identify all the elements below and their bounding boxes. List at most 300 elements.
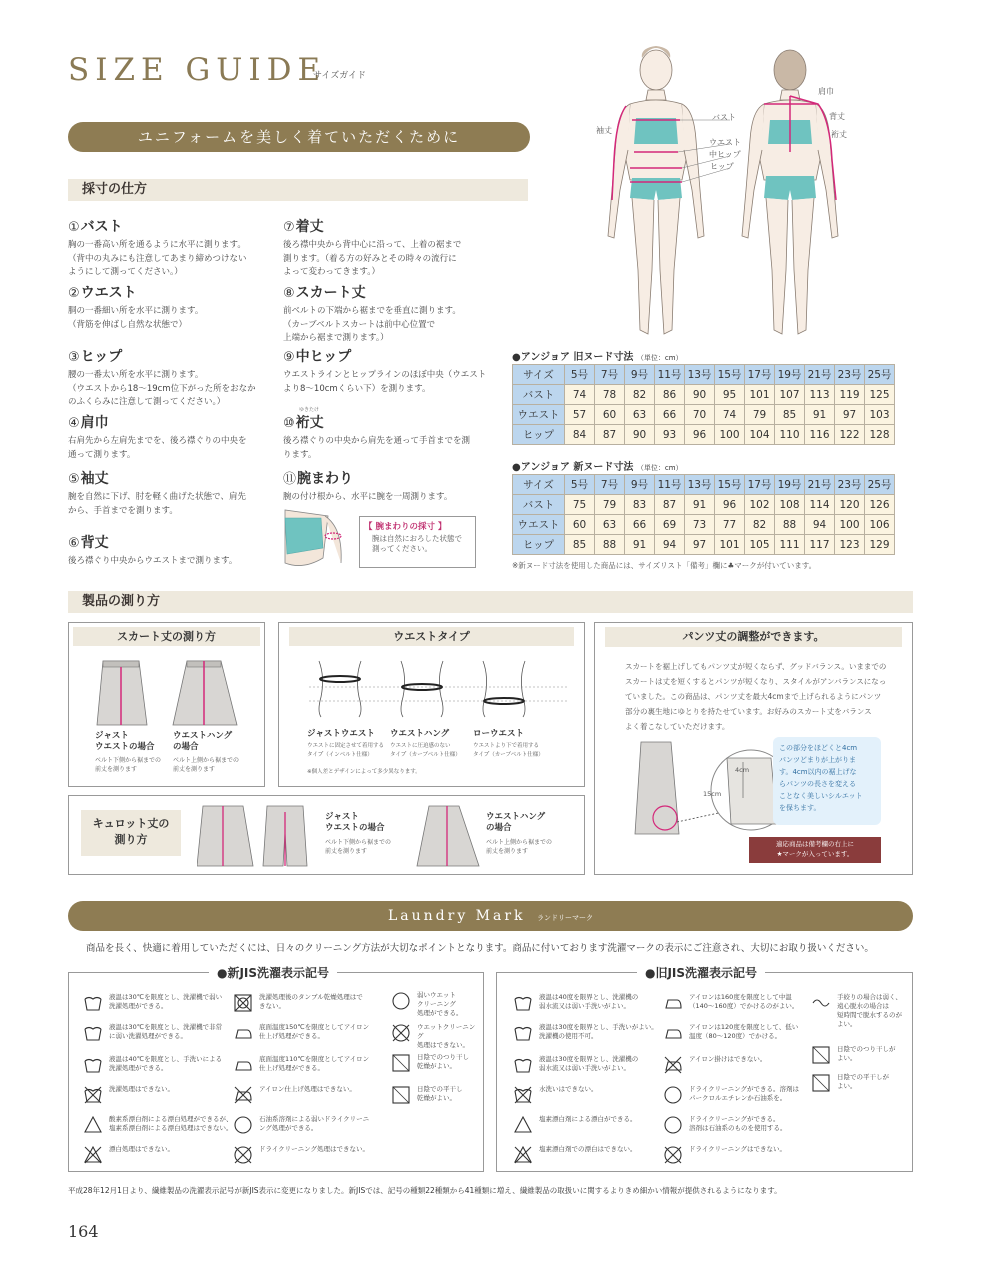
skirt-hang-title: ウエストハング の場合: [173, 731, 233, 752]
old-wash-40-icon: [513, 993, 533, 1013]
culotte-length-box: [68, 795, 585, 875]
table-cell: 85: [775, 405, 805, 425]
measure-item-number: ⑩: [283, 416, 295, 431]
laundry-item-text: 水洗いはできない。: [539, 1085, 598, 1093]
table-row-label: バスト: [513, 385, 565, 405]
table-header-cell: 21号: [805, 365, 835, 385]
table-cell: 101: [745, 385, 775, 405]
table-cell: 87: [595, 425, 625, 445]
table-row-label: ウエスト: [513, 515, 565, 535]
old-shade-flat-icon: [811, 1073, 831, 1093]
table-new-title: ●アンジョア 新ヌード寸法: [512, 462, 634, 473]
label-yuki: 裄丈: [831, 130, 847, 139]
table-cell: 57: [565, 405, 595, 425]
waist-type-text: ウエストより下で着用する タイプ（カーブベルト仕様）: [473, 743, 544, 758]
laundry-item: [83, 993, 233, 1013]
table-cell: 100: [835, 515, 865, 535]
no-iron-icon: [233, 1085, 253, 1105]
table-row-label: ウエスト: [513, 405, 565, 425]
table-cell: 70: [685, 405, 715, 425]
table-header-cell: 15号: [715, 365, 745, 385]
laundry-item-text: 日陰でのつり干し 乾燥がよい。: [417, 1053, 469, 1070]
laundry-item: [513, 1085, 663, 1105]
skirt-just-text: ベルト下側から裾までの 前丈を測ります: [95, 757, 162, 773]
measure-item-heading: [68, 412, 283, 432]
table-cell: 116: [805, 425, 835, 445]
footer-note: 平成28年12月1日より、繊維製品の洗濯表示記号が新JIS表示に変更になりました。新JISでは、記号の種類22種類から41種類に増え、繊維製品の取扱いに関するよりきめ細かい情報が提供されるようになります。: [68, 1186, 782, 1195]
laundry-item-text: ドライクリーニングができる。 溶剤は石油系のものを使用する。: [689, 1115, 787, 1132]
table-cell: 114: [805, 495, 835, 515]
measure-item-heading: [283, 468, 513, 488]
table-cell: 87: [655, 495, 685, 515]
table-header-cell: 19号: [775, 365, 805, 385]
table-row-label: ヒップ: [513, 535, 565, 555]
laundry-item-text: 日陰での平干しが よい。: [837, 1073, 889, 1090]
table-cell: 117: [805, 535, 835, 555]
laundry-item: [513, 1115, 663, 1135]
laundry-item-text: アイロンは160度を限度として中温 （140〜160度）でかけるのがよい。: [689, 993, 799, 1010]
front-figure: [608, 46, 704, 334]
table-cell: 94: [805, 515, 835, 535]
old-dry-icon: [663, 1085, 683, 1105]
skirt-just-title: ジャスト ウエストの場合: [95, 731, 155, 752]
old-no-wash-icon: [513, 1085, 533, 1105]
measure-item-number: ⑤: [68, 472, 80, 487]
table-cell: 79: [595, 495, 625, 515]
laundry-item-text: 日陰でのつり干しが よい。: [837, 1045, 896, 1062]
culotte-hang-text: ベルト上側から裾までの 前丈を測ります: [486, 839, 553, 855]
table-cell: 96: [685, 425, 715, 445]
laundry-item: [513, 1023, 663, 1043]
table-cell: 97: [835, 405, 865, 425]
page-number: 164: [68, 1222, 99, 1241]
laundry-item: [233, 1055, 383, 1075]
measure-item-title: 袖丈: [80, 471, 109, 487]
table-cell: 102: [745, 495, 775, 515]
laundry-item: [83, 1115, 233, 1135]
measure-item-title: ヒップ: [80, 349, 123, 365]
wet-clean-icon: [391, 991, 411, 1011]
table-cell: 88: [775, 515, 805, 535]
laundry-item-text: 液温は40℃を限度とし、手洗いによる 洗濯処理ができる。: [109, 1055, 223, 1072]
table-cell: 73: [685, 515, 715, 535]
measure-item: [283, 216, 513, 280]
measure-item-title: バスト: [80, 219, 123, 235]
skirt-illustration: [89, 657, 259, 729]
laundry-item: [83, 1023, 233, 1043]
table-cell: 94: [655, 535, 685, 555]
measure-item-number: ④: [68, 416, 80, 431]
laundry-item: [391, 1023, 481, 1050]
arm-note-title: 【 腕まわりの採寸 】: [364, 522, 447, 532]
no-tumble-icon: [233, 993, 253, 1013]
table-cell: 84: [565, 425, 595, 445]
table-header-cell: サイズ: [513, 475, 565, 495]
measure-item: [68, 412, 283, 462]
measure-item: [283, 346, 513, 396]
measure-item-heading: [68, 532, 283, 552]
table-cell: 91: [685, 495, 715, 515]
table-header-cell: 9号: [625, 475, 655, 495]
table-cell: 86: [655, 385, 685, 405]
waist-type-text: ウエストに固定させて着用する タイプ（インベルト仕様）: [307, 743, 385, 758]
table-header-cell: 15号: [715, 475, 745, 495]
table-row: [513, 495, 895, 515]
table-cell: 88: [595, 535, 625, 555]
table-cell: 106: [865, 515, 895, 535]
table-cell: 103: [865, 405, 895, 425]
laundry-item-text: ドライクリーニング処理はできない。: [259, 1145, 370, 1153]
measure-item-number: ⑧: [283, 286, 295, 301]
table-old-title: ●アンジョア 旧ヌード寸法: [512, 352, 634, 363]
table-header-cell: 17号: [745, 365, 775, 385]
measure-item-heading: [283, 412, 513, 432]
table-header-cell: 25号: [865, 365, 895, 385]
laundry-item: [513, 1055, 663, 1075]
label-shoulder: 肩巾: [818, 87, 834, 96]
measure-item-text: 後ろ襟中央から背中心に沿って、上着の裾まで 測ります。（着る方の好みとその時々の流行に よって変わってきます。）: [283, 240, 462, 277]
table-new-caption: [512, 458, 683, 473]
laundry-item: [233, 1085, 383, 1105]
table-cell: 95: [715, 385, 745, 405]
table-cell: 128: [865, 425, 895, 445]
table-header-row: [513, 365, 895, 385]
measure-item-heading: [68, 216, 283, 236]
culotte-box-title-bg: [81, 810, 181, 856]
bleach-icon: [83, 1115, 103, 1135]
skirt-length-box: [68, 622, 265, 787]
table-cell: 119: [835, 385, 865, 405]
table-row: [513, 385, 895, 405]
no-wet-clean-icon: [391, 1023, 411, 1043]
table-cell: 75: [565, 495, 595, 515]
table-header-cell: 5号: [565, 475, 595, 495]
old-no-dry-icon: [663, 1145, 683, 1165]
measure-item-title: 着丈: [295, 219, 324, 235]
table-header-cell: 9号: [625, 365, 655, 385]
table-new-unit: （単位：cm）: [636, 464, 683, 472]
table-header-cell: 13号: [685, 365, 715, 385]
table-cell: 96: [715, 495, 745, 515]
waist-type-name: ジャストウエスト: [307, 729, 375, 739]
pants-label-15cm: 15cm: [703, 790, 722, 798]
table-header-cell: サイズ: [513, 365, 565, 385]
measure-item-heading: [68, 282, 283, 302]
table-row: [513, 535, 895, 555]
waist-illustration: [309, 657, 569, 719]
laundry-item: [663, 1055, 808, 1075]
label-midhip: 中ヒップ: [709, 150, 741, 159]
table-cell: 83: [625, 495, 655, 515]
table-row-label: バスト: [513, 495, 565, 515]
table-cell: 123: [835, 535, 865, 555]
measure-item-heading: [283, 346, 513, 366]
skirt-hang-text: ベルト上側から裾までの 前丈を測ります: [173, 757, 240, 773]
laundry-item-text: ドライクリーニングができる。溶剤は パークロルエチレンか石油系を。: [689, 1085, 800, 1102]
measure-item-text: 腰の一番太い所を水平に測ります。 （ウエストから18〜19cm位下がった所をおなか のふくらみに注意して測ってください。）: [68, 370, 256, 407]
table-header-row: [513, 475, 895, 495]
shade-flat-dry-icon: [391, 1085, 411, 1105]
measure-item: [68, 282, 283, 332]
old-no-iron-icon: [663, 1055, 683, 1075]
table-note: ※新ヌード寸法を使用した商品には、サイズリスト「備考」欄に♣マークが付いています。: [512, 561, 817, 570]
laundry-title: Laundry Mark: [387, 908, 526, 924]
table-cell: 60: [565, 515, 595, 535]
arm-measure-figure: [283, 508, 476, 570]
measure-item-title: 腕まわり: [297, 471, 354, 487]
laundry-subtitle: ランドリーマーク: [537, 914, 593, 922]
laundry-item-text: アイロンは120度を限度として、低い 温度（80〜120度）でかける。: [689, 1023, 799, 1040]
table-cell: 82: [745, 515, 775, 535]
table-cell: 79: [745, 405, 775, 425]
laundry-item-text: アイロン仕上げ処理はできない。: [259, 1085, 356, 1093]
laundry-item-text: ドライクリーニングはできない。: [689, 1145, 787, 1153]
waist-type-item: [390, 729, 474, 760]
table-header-cell: 11号: [655, 475, 685, 495]
waist-type-item: [473, 729, 557, 760]
laundry-item-text: 手絞りの場合は弱く、 遠心脱水の場合は 短時間で脱水するのが よい。: [837, 993, 902, 1028]
old-iron-high-icon: [663, 993, 683, 1013]
old-jis-panel: [496, 966, 913, 1172]
measure-item: [68, 532, 283, 569]
table-cell: 105: [745, 535, 775, 555]
measure-item-title: 裄丈: [295, 415, 324, 431]
table-cell: 63: [625, 405, 655, 425]
laundry-intro: 商品を長く、快適に着用していただくには、日々のクリーニング方法が大切なポイントとなります。商品に付いております洗濯マークの表示にご注意され、大切にお取り扱いください。: [86, 943, 874, 954]
old-jis-title: ●旧JIS洗濯表示記号: [637, 964, 765, 981]
measure-item-text: 後ろ襟ぐり中央からウエストまで測ります。: [68, 556, 238, 566]
old-hand-wash-icon: [513, 1023, 533, 1043]
measure-item-number: ⑥: [68, 536, 80, 551]
laundry-item: [513, 993, 663, 1013]
table-cell: 60: [595, 405, 625, 425]
wash-30-icon: [83, 993, 103, 1013]
table-old-unit: （単位：cm）: [636, 354, 683, 362]
waist-box-note: ※個人差とデザインによって多少異なります。: [307, 769, 421, 775]
culotte-just-title: ジャスト ウエストの場合: [325, 812, 385, 833]
culotte-box-title: キュロット丈の 測り方: [92, 817, 170, 846]
laundry-item-text: 液温は30℃を限度とし、洗濯機で弱い 洗濯処理ができる。: [109, 993, 223, 1010]
measure-item-title: 背丈: [80, 535, 109, 551]
old-wash-30-icon: [513, 1055, 533, 1075]
laundry-item: [663, 1115, 808, 1135]
laundry-banner: [68, 901, 913, 931]
laundry-item: [83, 1145, 233, 1165]
table-row: [513, 515, 895, 535]
measure-item-number: ③: [68, 350, 80, 365]
section-product-header: 製品の測り方: [68, 591, 913, 613]
size-table-new: [512, 474, 895, 555]
measure-item-number: ②: [68, 286, 80, 301]
measure-item-text: 腕を自然に下げ、肘を軽く曲げた状態で、肩先 から、手首までを測ります。: [68, 492, 246, 516]
table-cell: 66: [625, 515, 655, 535]
laundry-item: [513, 1145, 663, 1165]
culotte-hang-title: ウエストハング の場合: [486, 812, 546, 833]
laundry-item-text: ウエットクリーニング 処理はできない。: [417, 1023, 476, 1049]
table-header-cell: 13号: [685, 475, 715, 495]
table-cell: 90: [625, 425, 655, 445]
measure-item: [283, 468, 513, 505]
measure-item-title: 肩巾: [80, 415, 109, 431]
pants-illustration: [631, 738, 791, 838]
table-cell: 104: [745, 425, 775, 445]
page-title: SIZE GUIDE: [68, 52, 327, 88]
pants-label-4cm: 4cm: [735, 766, 750, 774]
wash-30-gentle-icon: [83, 1023, 103, 1043]
table-cell: 107: [775, 385, 805, 405]
new-jis-panel: [68, 966, 484, 1172]
new-jis-title: ●新JIS洗濯表示記号: [209, 964, 337, 981]
laundry-item: [663, 1023, 808, 1043]
laundry-item: [233, 1115, 383, 1135]
arm-illustration: [283, 508, 353, 570]
table-cell: 91: [625, 535, 655, 555]
table-old-caption: [512, 348, 683, 363]
label-waist: ウエスト: [709, 138, 741, 147]
laundry-item-text: アイロン掛けはできない。: [689, 1055, 767, 1063]
table-cell: 91: [805, 405, 835, 425]
laundry-item-text: 洗濯処理後のタンブル乾燥処理はで きない。: [259, 993, 363, 1010]
table-cell: 120: [835, 495, 865, 515]
laundry-item: [233, 1023, 383, 1043]
measure-item: [68, 346, 283, 410]
laundry-item-text: 弱いウエット クリーニング 処理ができる。: [417, 991, 463, 1017]
table-cell: 82: [625, 385, 655, 405]
pants-mark-note: [749, 837, 881, 863]
dry-clean-f-icon: [233, 1115, 253, 1135]
body-figure-illustration: [590, 40, 860, 345]
size-table-old: [512, 364, 895, 445]
iron-150-icon: [233, 1023, 253, 1043]
measure-item-title: 中ヒップ: [295, 349, 352, 365]
table-cell: 122: [835, 425, 865, 445]
table-cell: 66: [655, 405, 685, 425]
measure-item-number: ⑨: [283, 350, 295, 365]
table-header-cell: 19号: [775, 475, 805, 495]
measure-item-number: ①: [68, 220, 80, 235]
measure-item-heading: [283, 282, 513, 302]
arm-note-text: 腕は自然におろした状態で 測ってください。: [372, 534, 462, 553]
table-cell: 63: [595, 515, 625, 535]
table-header-cell: 17号: [745, 475, 775, 495]
waist-type-item: [307, 729, 391, 760]
measure-item-text: ウエストラインとヒップラインのほぼ中央（ウエスト より8〜10cmくらい下）を測ります。: [283, 370, 487, 394]
laundry-item: [233, 993, 383, 1013]
skirt-box-title: スカート丈の測り方: [73, 627, 260, 646]
laundry-item-text: 石油系溶剤による弱いドライクリーニ ング処理ができる。: [259, 1115, 370, 1132]
measure-item: [68, 468, 283, 518]
old-no-chlorine-icon: [513, 1145, 533, 1165]
page-subtitle: サイズガイド: [313, 71, 367, 81]
table-cell: 111: [775, 535, 805, 555]
laundry-item-text: 塩素漂白剤による漂白ができる。: [539, 1115, 637, 1123]
table-header-cell: 5号: [565, 365, 595, 385]
old-wring-icon: [811, 993, 831, 1013]
table-header-cell: 7号: [595, 475, 625, 495]
measure-item-text: 腕の付け根から、水平に腕を一周測ります。: [283, 492, 453, 502]
table-row-label: ヒップ: [513, 425, 565, 445]
measure-item-heading: [68, 346, 283, 366]
table-row: [513, 425, 895, 445]
pants-callout-text: この部分をほどくと4cm パンツどまりが上がりま す。4cm以内の裾上げな らパンツの長さを変える ことなく美しいシルエット を保ちます。: [779, 744, 863, 812]
table-header-cell: 7号: [595, 365, 625, 385]
table-cell: 126: [865, 495, 895, 515]
table-header-cell: 25号: [865, 475, 895, 495]
table-header-cell: 11号: [655, 365, 685, 385]
laundry-item-text: 液温は30度を限界とし、洗濯機の 弱水流又は弱い手洗いがよい。: [539, 1055, 639, 1072]
table-cell: 100: [715, 425, 745, 445]
table-cell: 69: [655, 515, 685, 535]
table-cell: 93: [655, 425, 685, 445]
no-bleach-icon: [83, 1145, 103, 1165]
table-cell: 101: [715, 535, 745, 555]
laundry-item-text: 酸素系漂白剤による漂白処理ができるが、 塩素系漂白剤による漂白処理はできない。: [109, 1115, 233, 1132]
measure-item-number: ⑦: [283, 220, 295, 235]
waist-box-title: ウエストタイプ: [289, 627, 574, 646]
laundry-item: [391, 1053, 481, 1073]
measure-item-text: 右肩先から左肩先までを、後ろ襟ぐりの中央を 通って測ります。: [68, 436, 247, 460]
measure-item-title: スカート丈: [295, 285, 366, 301]
iron-110-icon: [233, 1055, 253, 1075]
laundry-item-text: 日陰での平干し 乾燥がよい。: [417, 1085, 463, 1102]
laundry-item-text: 洗濯処理はできない。: [109, 1085, 174, 1093]
table-row: [513, 405, 895, 425]
laundry-item-text: 底面温度110℃を限度としてアイロン 仕上げ処理ができる。: [259, 1055, 370, 1072]
laundry-item-text: 塩素漂白剤での漂白はできない。: [539, 1145, 637, 1153]
label-hip: ヒップ: [710, 162, 734, 171]
measure-item: [283, 407, 513, 462]
measure-item: [283, 282, 513, 346]
table-header-cell: 21号: [805, 475, 835, 495]
pants-box-text: スカートを裾上げしてもパンツ丈が短くならず、グッドバランス。いままでの スカートは丈を短くするとパンツが短くなり、スタイルがアンバランスになっ ていました。この商品は、パンツ丈を最大4cmまで上げられるようにパンツ 部分の裏生地にゆとりを持たせています。お好みのスカート丈をバランス よく着こなしていただけます。: [625, 662, 887, 731]
laundry-item-text: 液温は30℃を限度とし、洗濯機で非常 に弱い洗濯処理ができる。: [109, 1023, 223, 1040]
laundry-item-text: 液温は40度を限界とし、洗濯機の 弱水流又は弱い手洗いがよい。: [539, 993, 639, 1010]
table-cell: 108: [775, 495, 805, 515]
measure-item-ruby: ゆきたけ: [299, 407, 320, 413]
measure-item-heading: [68, 468, 283, 488]
measure-item-title: ウエスト: [80, 285, 137, 301]
table-cell: 74: [715, 405, 745, 425]
laundry-item-text: 底面温度150℃を限度としてアイロン 仕上げ処理ができる。: [259, 1023, 370, 1040]
laundry-item: [663, 993, 808, 1013]
label-bust: バスト: [712, 113, 736, 122]
intro-banner: ユニフォームを美しく着ていただくために: [68, 122, 530, 152]
table-cell: 74: [565, 385, 595, 405]
laundry-item-text: 漂白処理はできない。: [109, 1145, 174, 1153]
old-shade-hang-icon: [811, 1045, 831, 1065]
table-cell: 113: [805, 385, 835, 405]
laundry-item: [811, 1073, 909, 1093]
measure-item-heading: [283, 216, 513, 236]
pants-box-title: パンツ丈の調整ができます。: [605, 627, 902, 647]
label-back-length: 背丈: [829, 112, 845, 121]
table-cell: 125: [865, 385, 895, 405]
no-wash-icon: [83, 1085, 103, 1105]
laundry-item: [83, 1055, 233, 1075]
waist-type-name: ローウエスト: [473, 729, 525, 739]
table-cell: 77: [715, 515, 745, 535]
old-iron-low-icon: [663, 1023, 683, 1043]
waist-type-text: ウエストに圧迫感のない タイプ（カーブベルト仕様）: [390, 743, 461, 758]
old-chlorine-icon: [513, 1115, 533, 1135]
laundry-item-text: 液温は30度を限界とし、手洗いがよい。 洗濯機の使用不可。: [539, 1023, 658, 1040]
old-dry-petrol-icon: [663, 1115, 683, 1135]
table-cell: 90: [685, 385, 715, 405]
table-header-cell: 23号: [835, 365, 865, 385]
measure-item-number: ⑪: [283, 472, 297, 487]
laundry-item: [391, 1085, 481, 1105]
measure-item-text: 後ろ襟ぐりの中央から肩先を通って手首までを測 ります。: [283, 436, 471, 460]
